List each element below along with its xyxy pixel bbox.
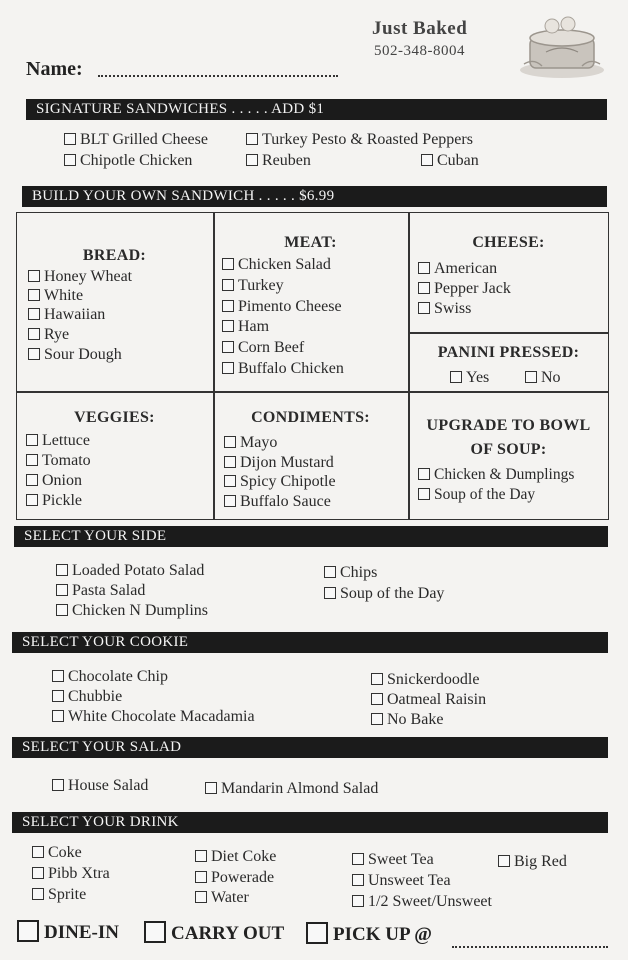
option-label: Soup of the Day [340, 585, 445, 602]
option-chipotle-chicken[interactable] [64, 152, 192, 170]
option-label: Unsweet Tea [368, 872, 451, 889]
option-label: Ham [238, 318, 270, 335]
meat-title: MEAT: [284, 234, 337, 251]
checkbox-icon[interactable] [56, 584, 68, 596]
option-label: Rye [44, 326, 70, 343]
panini-yes[interactable] [450, 369, 489, 387]
condiment-buffalo-sauce[interactable] [224, 493, 331, 511]
order-carry-out[interactable] [144, 921, 284, 945]
option-label: Reuben [262, 152, 311, 169]
option-label: Turkey [238, 277, 284, 294]
checkbox-icon[interactable] [418, 262, 430, 274]
option-label: House Salad [68, 777, 149, 794]
name-field[interactable] [98, 63, 338, 77]
checkbox-icon[interactable] [224, 475, 236, 487]
checkbox-icon[interactable] [17, 920, 39, 942]
drink-big-red[interactable] [498, 853, 567, 871]
checkbox-icon[interactable] [56, 564, 68, 576]
checkbox-icon[interactable] [28, 328, 40, 340]
option-label: Pimento Cheese [238, 298, 342, 315]
checkbox-icon[interactable] [26, 434, 38, 446]
checkbox-icon[interactable] [224, 436, 236, 448]
checkbox-icon[interactable] [306, 922, 328, 944]
meat-chicken-salad[interactable] [222, 256, 331, 274]
option-blt[interactable] [64, 131, 208, 149]
drink-powerade[interactable] [195, 869, 274, 887]
option-label: Chicken Salad [238, 256, 331, 273]
drink-diet-coke[interactable] [195, 848, 276, 866]
option-label: Soup of the Day [434, 486, 536, 503]
option-label: Mayo [240, 434, 278, 451]
checkbox-icon[interactable] [32, 867, 44, 879]
meat-corn-beef[interactable] [222, 339, 304, 357]
option-label: Chicken & Dumplings [434, 466, 575, 483]
option-reuben[interactable] [246, 152, 311, 170]
option-label: Mandarin Almond Salad [221, 780, 379, 797]
option-label: Lettuce [42, 432, 90, 449]
checkbox-icon[interactable] [64, 133, 76, 145]
checkbox-icon[interactable] [52, 710, 64, 722]
checkbox-icon[interactable] [32, 846, 44, 858]
option-label: Chips [340, 564, 378, 581]
grid-divider [408, 212, 410, 520]
checkbox-icon[interactable] [498, 855, 510, 867]
checkbox-icon[interactable] [195, 891, 207, 903]
option-label: Chubbie [68, 688, 123, 705]
option-label: White [44, 287, 84, 304]
cake-logo-icon [516, 14, 608, 80]
option-label: BLT Grilled Cheese [80, 131, 208, 148]
option-label: DINE-IN [44, 922, 119, 943]
condiments-title: CONDIMENTS: [251, 409, 370, 426]
option-label: Sprite [48, 886, 87, 903]
cookie-chubbie[interactable] [52, 688, 122, 706]
grid-divider [408, 332, 609, 334]
checkbox-icon[interactable] [324, 587, 336, 599]
option-label: Chicken N Dumplins [72, 602, 208, 619]
soup-chicken-dumplings[interactable] [418, 466, 574, 484]
order-pick-up[interactable] [306, 922, 432, 946]
option-label: 1/2 Sweet/Unsweet [368, 893, 492, 910]
checkbox-icon[interactable] [28, 289, 40, 301]
option-label: Diet Coke [211, 848, 277, 865]
option-label: Pepper Jack [434, 280, 511, 297]
checkbox-icon[interactable] [28, 270, 40, 282]
checkbox-icon[interactable] [64, 154, 76, 166]
checkbox-icon[interactable] [32, 888, 44, 900]
option-label: Sweet Tea [368, 851, 434, 868]
checkbox-icon[interactable] [52, 779, 64, 791]
option-label: Water [211, 889, 249, 906]
option-label: Honey Wheat [44, 268, 133, 285]
cookie-chocolate-chip[interactable] [52, 668, 168, 686]
option-label: Big Red [514, 853, 567, 870]
checkbox-icon[interactable] [324, 566, 336, 578]
signature-heading: SIGNATURE SANDWICHES . . . . . ADD $1 [26, 99, 607, 120]
veggie-lettuce[interactable] [26, 432, 90, 450]
meat-turkey[interactable] [222, 277, 284, 295]
option-label: Tomato [42, 452, 91, 469]
checkbox-icon[interactable] [222, 279, 234, 291]
checkbox-icon[interactable] [352, 874, 364, 886]
option-label: Turkey Pesto & Roasted Peppers [262, 131, 473, 148]
checkbox-icon[interactable] [224, 456, 236, 468]
grid-divider [16, 391, 609, 393]
checkbox-icon[interactable] [352, 853, 364, 865]
soup-title-line2: OF SOUP: [470, 441, 547, 458]
cheese-pepper-jack[interactable] [418, 280, 511, 298]
option-label: Sour Dough [44, 346, 122, 363]
option-label: Snickerdoodle [387, 671, 480, 688]
option-label: Pibb Xtra [48, 865, 110, 882]
option-label: Yes [466, 369, 490, 386]
cookie-white-chocolate-macadamia[interactable] [52, 708, 255, 726]
veggie-tomato[interactable] [26, 452, 91, 470]
cookie-snickerdoodle[interactable] [371, 671, 479, 689]
grid-divider [213, 212, 215, 520]
salad-house[interactable] [52, 777, 148, 795]
drink-half-sweet-unsweet[interactable] [352, 893, 492, 911]
option-cuban[interactable] [421, 152, 479, 170]
checkbox-icon[interactable] [352, 895, 364, 907]
side-pasta-salad[interactable] [56, 582, 145, 600]
side-soup-of-the-day[interactable] [324, 585, 444, 603]
checkbox-icon[interactable] [56, 604, 68, 616]
soup-title-line1: UPGRADE TO BOWL [426, 417, 591, 434]
checkbox-icon[interactable] [28, 308, 40, 320]
bread-title: BREAD: [82, 247, 147, 264]
checkbox-icon[interactable] [195, 871, 207, 883]
checkbox-icon[interactable] [418, 302, 430, 314]
cheese-title: CHEESE: [472, 234, 545, 251]
option-label: American [434, 260, 498, 277]
option-label: White Chocolate Macadamia [68, 708, 255, 725]
checkbox-icon[interactable] [224, 495, 236, 507]
option-label: Pasta Salad [72, 582, 146, 599]
checkbox-icon[interactable] [52, 690, 64, 702]
checkbox-icon[interactable] [246, 133, 258, 145]
option-label: Chocolate Chip [68, 668, 168, 685]
brand-name: Just Baked [372, 18, 468, 39]
drink-heading: SELECT YOUR DRINK [12, 812, 608, 833]
checkbox-icon[interactable] [418, 282, 430, 294]
checkbox-icon[interactable] [421, 154, 433, 166]
option-label: Spicy Chipotle [240, 473, 336, 490]
checkbox-icon[interactable] [418, 468, 430, 480]
option-label: Buffalo Sauce [240, 493, 331, 510]
meat-ham[interactable] [222, 318, 269, 336]
option-label: PICK UP @ [333, 924, 432, 945]
checkbox-icon[interactable] [246, 154, 258, 166]
checkbox-icon[interactable] [195, 850, 207, 862]
order-dine-in[interactable] [17, 920, 119, 944]
checkbox-icon[interactable] [26, 454, 38, 466]
cookie-oatmeal-raisin[interactable] [371, 691, 486, 709]
condiment-dijon[interactable] [224, 454, 334, 472]
checkbox-icon[interactable] [28, 348, 40, 360]
bread-honey-wheat[interactable] [28, 268, 132, 286]
name-label: Name: [26, 58, 83, 80]
veggie-pickle[interactable] [26, 492, 82, 510]
cheese-swiss[interactable] [418, 300, 471, 318]
drink-pibb-xtra[interactable] [32, 865, 110, 883]
option-label: Loaded Potato Salad [72, 562, 205, 579]
checkbox-icon[interactable] [26, 494, 38, 506]
cheese-american[interactable] [418, 260, 497, 278]
option-label: Oatmeal Raisin [387, 691, 487, 708]
checkbox-icon[interactable] [371, 713, 383, 725]
side-loaded-potato-salad[interactable] [56, 562, 204, 580]
meat-buffalo-chicken[interactable] [222, 360, 344, 378]
bread-hawaiian[interactable] [28, 306, 105, 324]
checkbox-icon[interactable] [26, 474, 38, 486]
option-label: Dijon Mustard [240, 454, 334, 471]
side-chicken-n-dumplins[interactable] [56, 602, 208, 620]
side-heading: SELECT YOUR SIDE [14, 526, 608, 547]
checkbox-icon[interactable] [371, 673, 383, 685]
checkbox-icon[interactable] [222, 362, 234, 374]
checkbox-icon[interactable] [205, 782, 217, 794]
condiment-mayo[interactable] [224, 434, 277, 452]
phone-number: 502-348-8004 [374, 43, 465, 59]
bread-white[interactable] [28, 287, 83, 305]
option-label: No [541, 369, 561, 386]
checkbox-icon[interactable] [418, 488, 430, 500]
checkbox-icon[interactable] [52, 670, 64, 682]
drink-unsweet-tea[interactable] [352, 872, 451, 890]
option-label: No Bake [387, 711, 444, 728]
option-label: CARRY OUT [171, 923, 285, 944]
checkbox-icon[interactable] [450, 371, 462, 383]
veggies-title: VEGGIES: [74, 409, 155, 426]
panini-no[interactable] [525, 369, 561, 387]
soup-of-the-day[interactable] [418, 486, 535, 504]
salad-mandarin-almond[interactable] [205, 780, 378, 798]
side-chips[interactable] [324, 564, 377, 582]
drink-sprite[interactable] [32, 886, 86, 904]
option-label: Hawaiian [44, 306, 106, 323]
checkbox-icon[interactable] [144, 921, 166, 943]
option-turkey-pesto[interactable] [246, 131, 473, 149]
option-label: Buffalo Chicken [238, 360, 344, 377]
drink-sweet-tea[interactable] [352, 851, 434, 869]
drink-coke[interactable] [32, 844, 82, 862]
bread-sour-dough[interactable] [28, 346, 122, 364]
option-label: Powerade [211, 869, 275, 886]
checkbox-icon[interactable] [222, 341, 234, 353]
condiment-spicy-chipotle[interactable] [224, 473, 336, 491]
option-label: Corn Beef [238, 339, 305, 356]
veggie-onion[interactable] [26, 472, 82, 490]
checkbox-icon[interactable] [371, 693, 383, 705]
pickup-time-field[interactable] [452, 938, 608, 948]
cookie-heading: SELECT YOUR COOKIE [12, 632, 608, 653]
panini-title: PANINI PRESSED: [437, 344, 580, 361]
checkbox-icon[interactable] [525, 371, 537, 383]
build-heading: BUILD YOUR OWN SANDWICH . . . . . $6.99 [22, 186, 607, 207]
checkbox-icon[interactable] [222, 258, 234, 270]
option-label: Chipotle Chicken [80, 152, 193, 169]
bread-rye[interactable] [28, 326, 69, 344]
meat-pimento-cheese[interactable] [222, 298, 342, 316]
option-label: Cuban [437, 152, 479, 169]
checkbox-icon[interactable] [222, 320, 234, 332]
salad-heading: SELECT YOUR SALAD [12, 737, 608, 758]
option-label: Swiss [434, 300, 472, 317]
option-label: Coke [48, 844, 82, 861]
cookie-no-bake[interactable] [371, 711, 443, 729]
drink-water[interactable] [195, 889, 249, 907]
option-label: Pickle [42, 492, 82, 509]
option-label: Onion [42, 472, 82, 489]
checkbox-icon[interactable] [222, 300, 234, 312]
